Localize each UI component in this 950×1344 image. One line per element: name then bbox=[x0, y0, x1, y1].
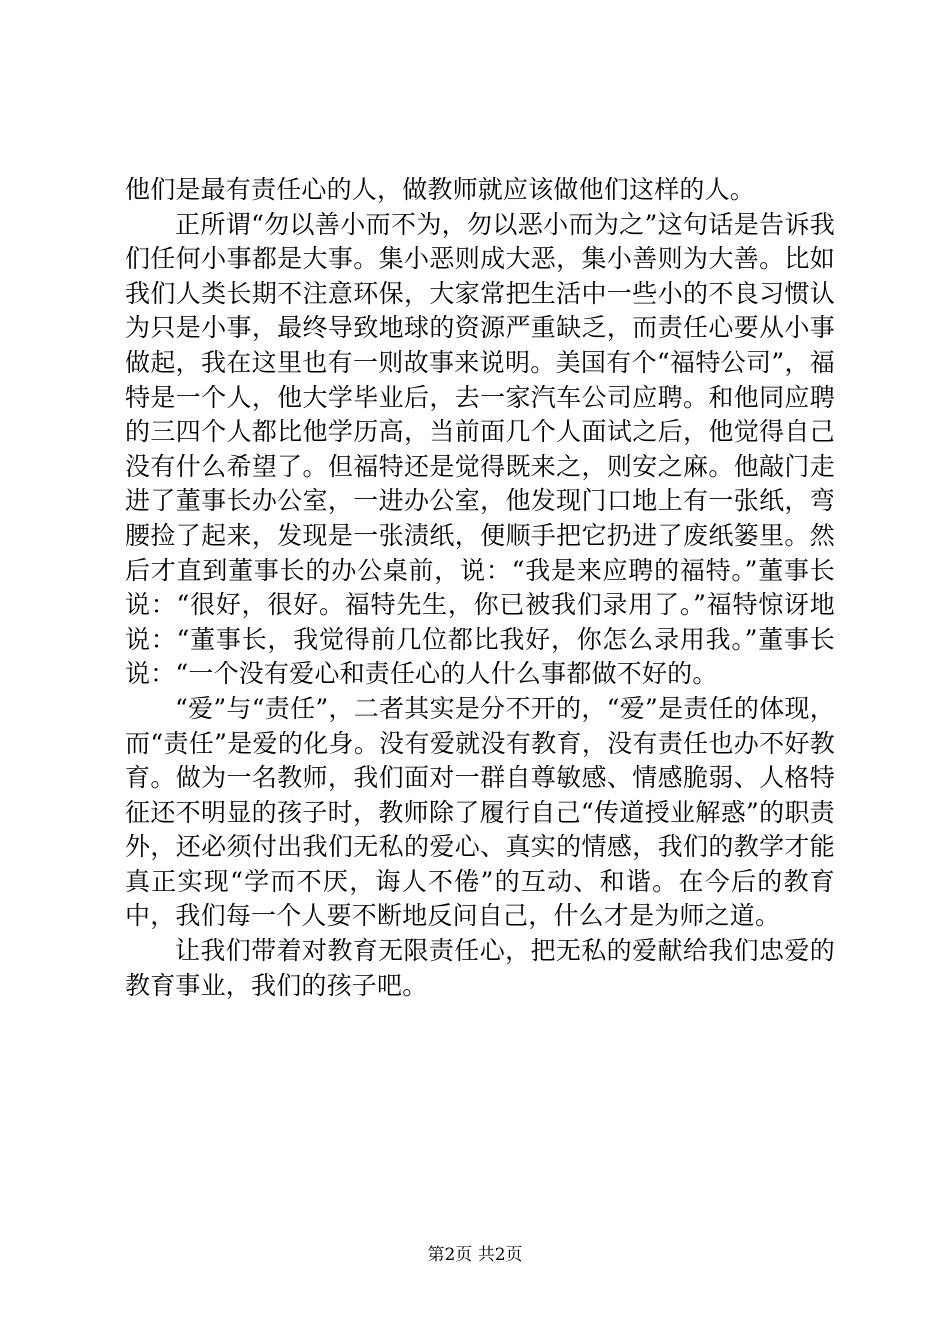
paragraph-4: 让我们带着对教育无限责任心，把无私的爱献给我们忠爱的教育事业，我们的孩子吧。 bbox=[125, 936, 835, 1000]
paragraph-2: 正所谓“勿以善小而不为，勿以恶小而为之”这句话是告诉我们任何小事都是大事。集小恶则成大恶，集小善则为大善。比如我们人类长期不注意环保，大家常把生活中一些小的不良习惯认为只是小事，最终导致地球的资源严重缺乏，而责任心要从小事做起，我在这里也有一则故事来说明。美国有个“福特公司”，福特是一个人，他大学毕业后，去一家汽车公司应聘。和他同应聘的三四个人都比他学历高，当前面几个人面试之后，他觉得自己没有什么希望了。但福特还是觉得既来之，则安之麻。他敲门走进了董事长办公室，一进办公室，他发现门口地上有一张纸，弯腰捡了起来，发现是一张渍纸，便顺手把它扔进了废纸篓里。然后才直到董事长的办公桌前，说：“我是来应聘的福特。”董事长说：“很好，很好。福特先生，你已被我们录用了。”福特惊讶地说：“董事长，我觉得前几位都比我好，你怎么录用我。”董事长说：“一个没有爱心和责任心的人什么事都做不好的。 bbox=[125, 209, 835, 689]
page-footer bbox=[0, 1244, 950, 1266]
paragraph-1: 他们是最有责任心的人，做教师就应该做他们这样的人。 bbox=[125, 175, 756, 204]
document-body bbox=[125, 173, 835, 1003]
page-number-label: 第2页 共2页 bbox=[427, 1245, 523, 1265]
paragraph-3: “爱”与“责任”，二者其实是分不开的，“爱”是责任的体现，而“责任”是爱的化身。没有爱就没有教育，没有责任也办不好教育。做为一名教师，我们面对一群自尊敏感、情感脆弱、人格特征还不明显的孩子时，教师除了履行自己“传道授业解惑”的职责外，还必须付出我们无私的爱心、真实的情感，我们的教学才能真正实现“学而不厌，诲人不倦”的互动、和谐。在今后的教育中，我们每一个人要不断地反问自己，什么才是为师之道。 bbox=[125, 693, 835, 931]
